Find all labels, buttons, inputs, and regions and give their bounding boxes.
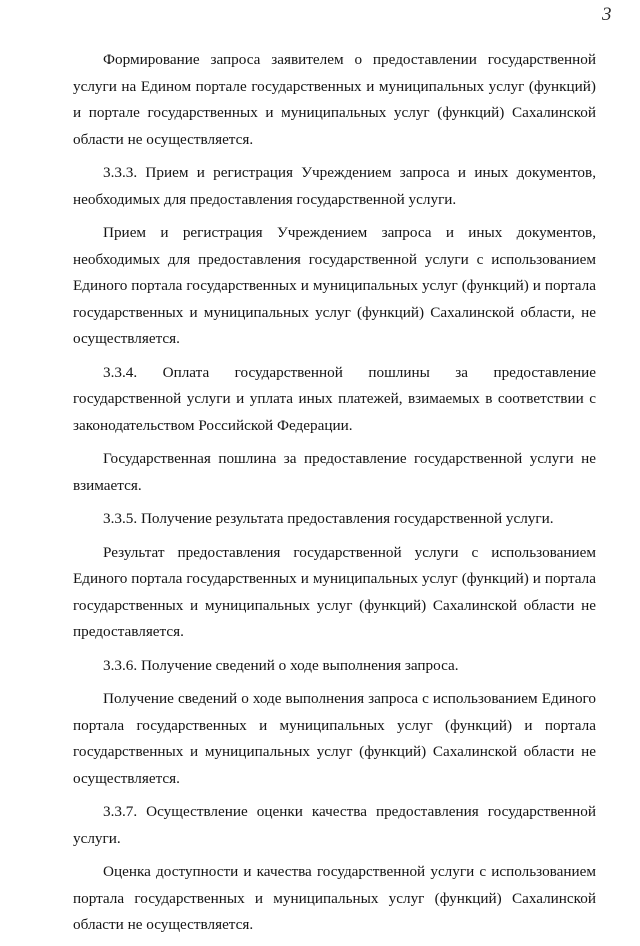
paragraph-status-info: Получение сведений о ходе выполнения запроса с использованием Единого портала государственных и муниципальных услуг (функций) и портала государственных и муниципальных услуг (функций) Сахалинской области не осуществляется. (73, 690, 596, 787)
page-number: 3 (602, 4, 612, 25)
document-body (73, 47, 596, 946)
paragraph-portal-request: Формирование запроса заявителем о предоставлении государственной услуги на Едином портале государственных и муниципальных услуг (функций) и портале государственных и муниципальных услуг (функций) Сахалинской области не осуществляется. (73, 51, 596, 148)
paragraph-registration: Прием и регистрация Учреждением запроса и иных документов, необходимых для предоставления государственной услуги с использованием Единого портала государственных и муниципальных услуг (функций) и портала государственных и муниципальных услуг (функций) Сахалинской области, не осуществляется. (73, 224, 596, 347)
paragraph-state-fee: Государственная пошлина за предоставление государственной услуги не взимается. (73, 450, 596, 494)
paragraph-3-3-7-heading: 3.3.7. Осуществление оценки качества предоставления государственной услуги. (73, 803, 596, 847)
paragraph-3-3-3-heading: 3.3.3. Прием и регистрация Учреждением запроса и иных документов, необходимых для предоставления государственной услуги. (73, 164, 596, 208)
paragraph-result: Результат предоставления государственной услуги с использованием Единого портала государственных и муниципальных услуг (функций) и портала государственных и муниципальных услуг (функций) Сахалинской области не предоставляется. (73, 543, 596, 640)
paragraph-3-3-6-heading: 3.3.6. Получение сведений о ходе выполнения запроса. (103, 656, 459, 674)
paragraph-quality-assessment: Оценка доступности и качества государственной услуги с использованием портала государственных и муниципальных услуг (функций) Сахалинской области не осуществляется. (73, 863, 596, 933)
paragraph-3-3-4-heading: 3.3.4. Оплата государственной пошлины за предоставление государственной услуги и уплата иных платежей, взимаемых в соответствии с законодательством Российской Федерации. (73, 363, 596, 434)
paragraph-3-3-5-heading: 3.3.5. Получение результата предоставления государственной услуги. (103, 510, 554, 527)
